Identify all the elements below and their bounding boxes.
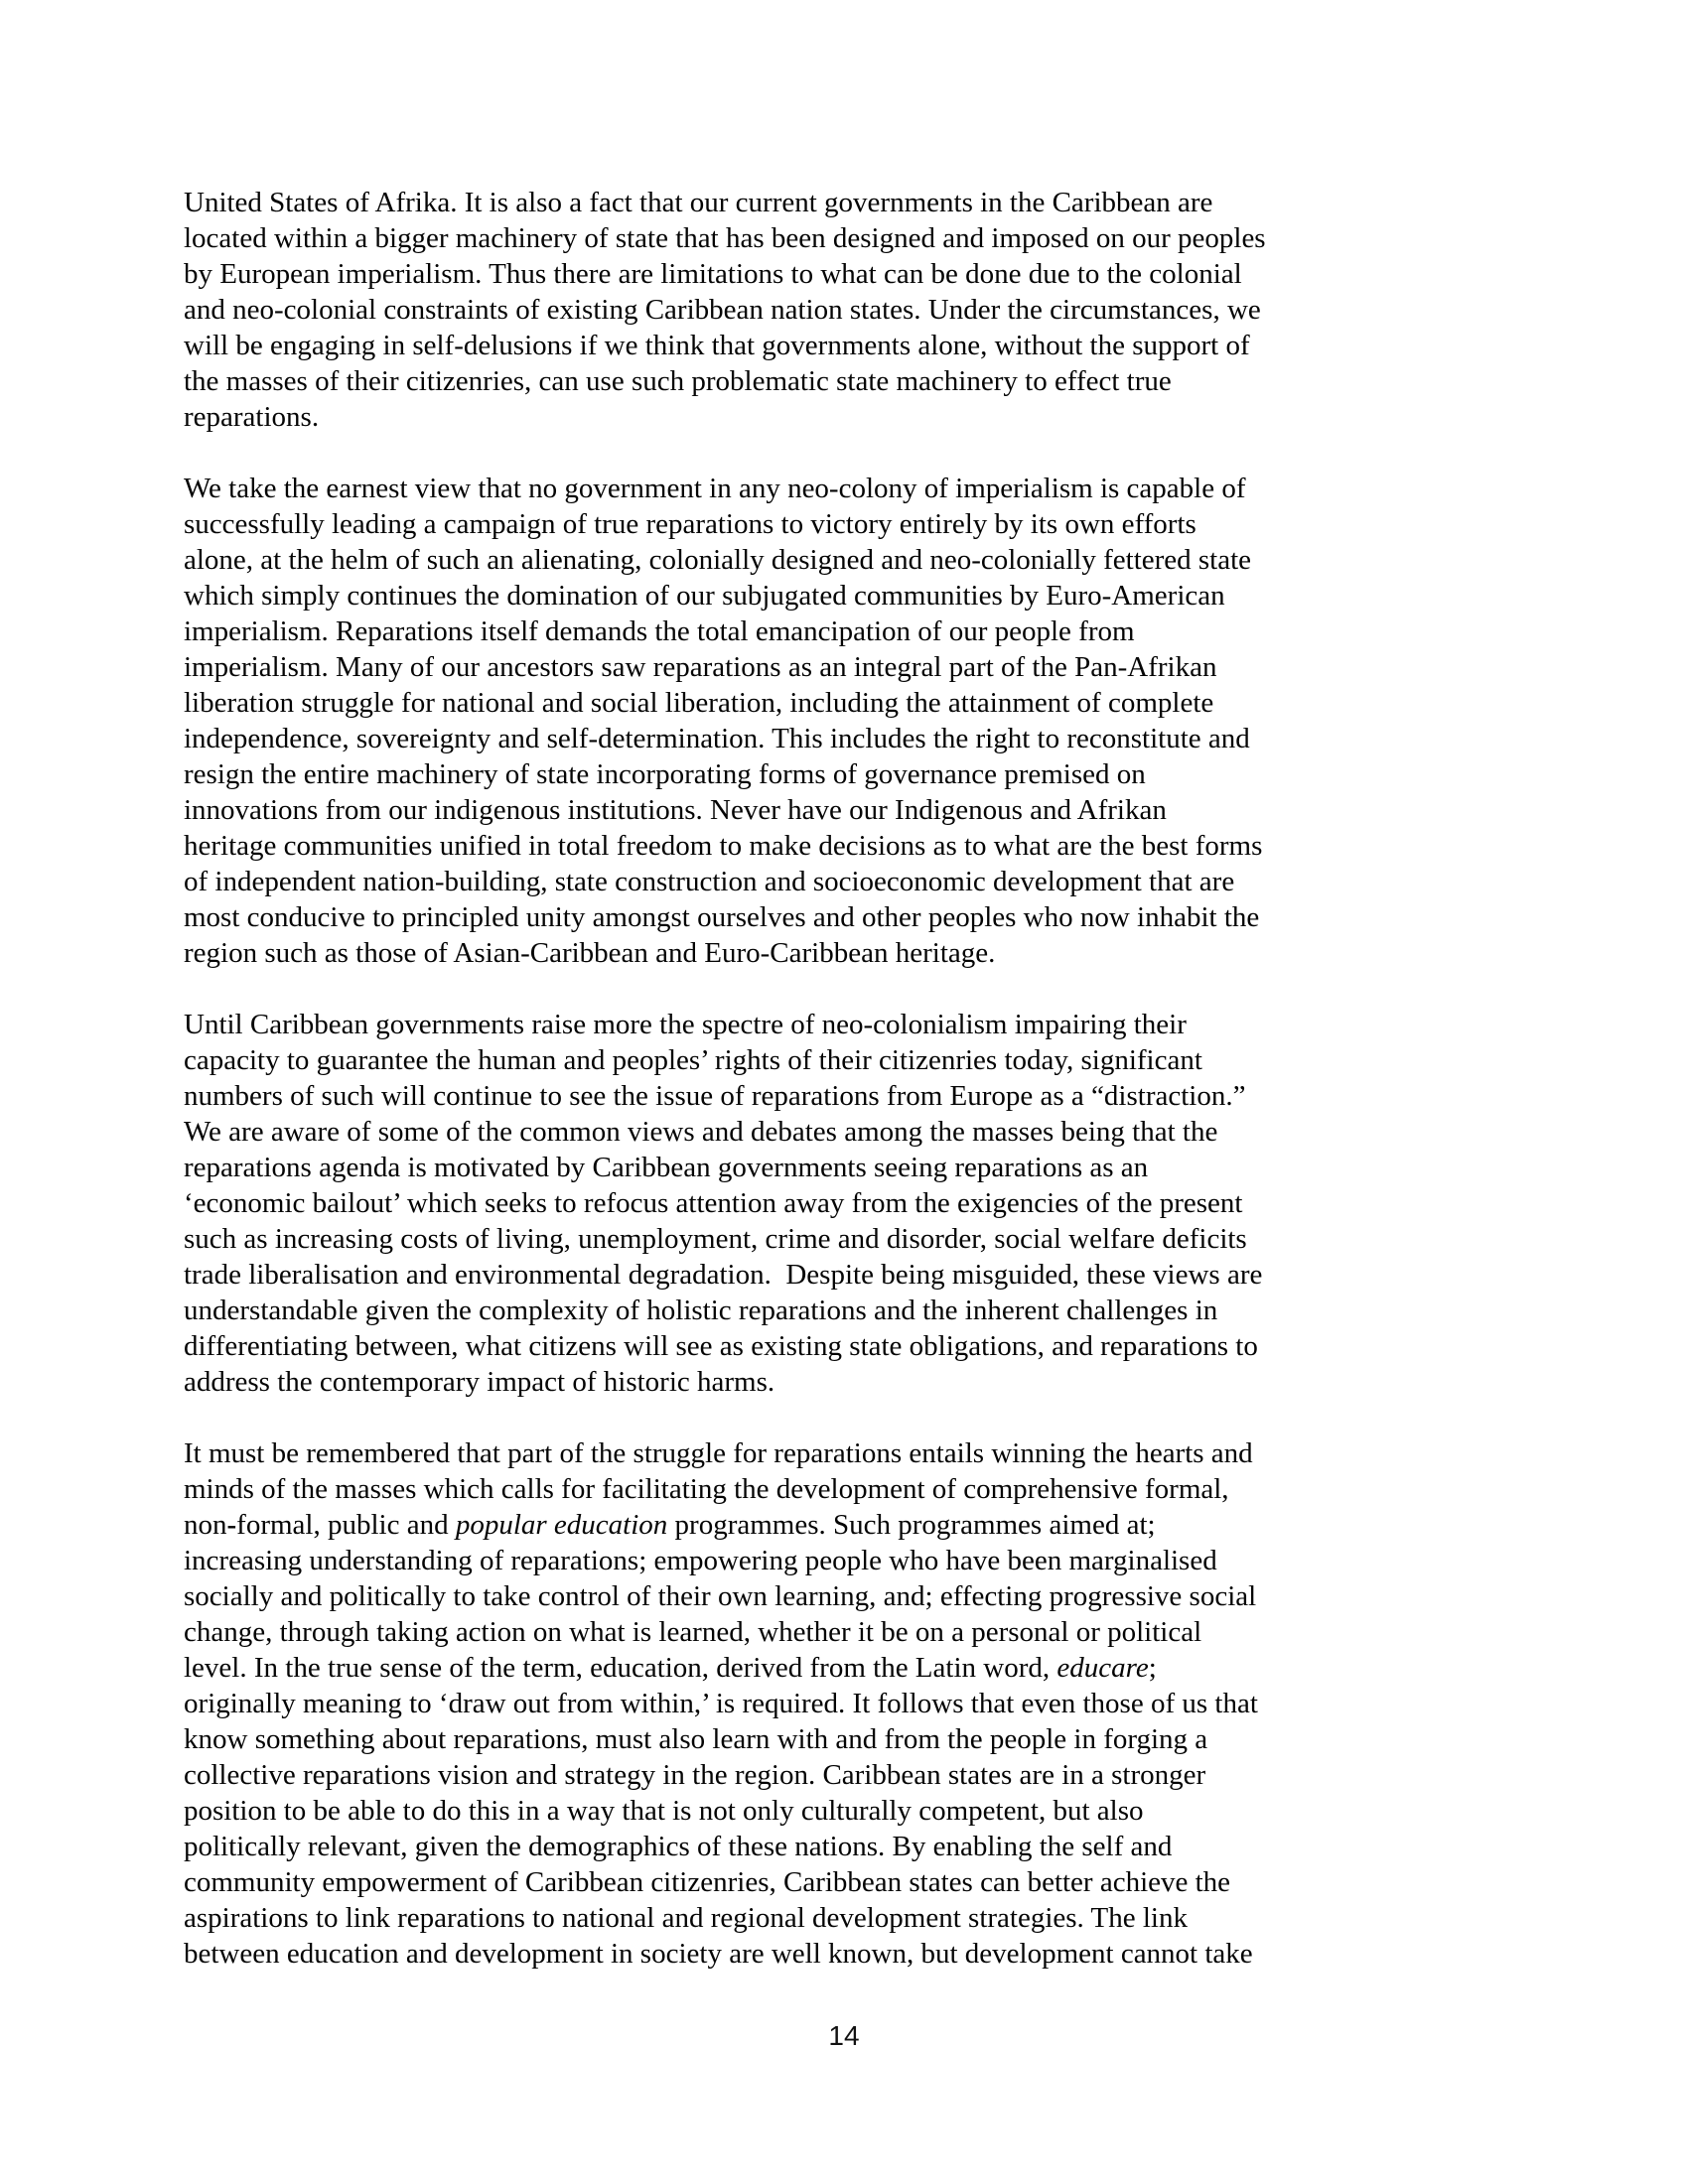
text-line: aspirations to link reparations to national and regional development strategies. The link (184, 1902, 1188, 1934)
text-line: such as increasing costs of living, unemployment, crime and disorder, social welfare deficits (184, 1223, 1247, 1255)
text-line: reparations. (184, 401, 320, 433)
text-line: region such as those of Asian-Caribbean and Euro-Caribbean heritage. (184, 937, 996, 969)
text-line: the masses of their citizenries, can use such problematic state machinery to effect true (184, 365, 1172, 397)
text-line: originally meaning to ‘draw out from within,’ is required. It follows that even those of us that (184, 1688, 1258, 1719)
text-line: capacity to guarantee the human and peoples’ rights of their citizenries today, significant (184, 1044, 1202, 1076)
document-text (184, 185, 1494, 1972)
paragraph (184, 185, 1494, 435)
paragraph (184, 1007, 1494, 1400)
text-line: and neo-colonial constraints of existing Caribbean nation states. Under the circumstances, we (184, 294, 1261, 326)
text-line: change, through taking action on what is learned, whether it be on a personal or political (184, 1616, 1202, 1648)
paragraph (184, 1435, 1494, 1972)
text-line: We are aware of some of the common views and debates among the masses being that the (184, 1116, 1218, 1148)
text-line: differentiating between, what citizens will see as existing state obligations, and reparations to (184, 1330, 1258, 1362)
text-line: will be engaging in self-delusions if we think that governments alone, without the support of (184, 330, 1250, 361)
text-line: successfully leading a campaign of true reparations to victory entirely by its own efforts (184, 508, 1196, 540)
text-line: politically relevant, given the demographics of these nations. By enabling the self and (184, 1831, 1173, 1862)
text-line: innovations from our indigenous institutions. Never have our Indigenous and Afrikan (184, 794, 1167, 826)
text-line: of independent nation-building, state construction and socioeconomic development that are (184, 866, 1235, 897)
text-line: It must be remembered that part of the struggle for reparations entails winning the hearts and (184, 1437, 1253, 1469)
text-line: heritage communities unified in total freedom to make decisions as to what are the best forms (184, 830, 1263, 862)
text-line: We take the earnest view that no government in any neo-colony of imperialism is capable of (184, 473, 1246, 504)
text-line: liberation struggle for national and social liberation, including the attainment of complete (184, 687, 1214, 719)
text-line: trade liberalisation and environmental degradation. Despite being misguided, these views are (184, 1259, 1263, 1291)
text-line: between education and development in society are well known, but development cannot take (184, 1938, 1253, 1970)
text-line: United States of Afrika. It is also a fact that our current governments in the Caribbean are (184, 187, 1213, 218)
text-line: numbers of such will continue to see the issue of reparations from Europe as a “distraction.” (184, 1080, 1246, 1112)
text-line: know something about reparations, must also learn with and from the people in forging a (184, 1723, 1208, 1755)
text-line: level. In the true sense of the term, education, derived from the Latin word, educare; (184, 1652, 1157, 1684)
text-line: by European imperialism. Thus there are limitations to what can be done due to the colonial (184, 258, 1242, 290)
text-line: address the contemporary impact of historic harms. (184, 1366, 775, 1398)
text-line: increasing understanding of reparations; empowering people who have been marginalised (184, 1545, 1217, 1576)
text-line: socially and politically to take control of their own learning, and; effecting progressive social (184, 1580, 1257, 1612)
text-line: community empowerment of Caribbean citizenries, Caribbean states can better achieve the (184, 1866, 1231, 1898)
text-line: position to be able to do this in a way that is not only culturally competent, but also (184, 1795, 1144, 1827)
text-line: collective reparations vision and strategy in the region. Caribbean states are in a stronger (184, 1759, 1206, 1791)
paragraph (184, 471, 1494, 971)
text-line: resign the entire machinery of state incorporating forms of governance premised on (184, 758, 1146, 790)
text-line: Until Caribbean governments raise more the spectre of neo-colonialism impairing their (184, 1009, 1187, 1040)
text-line: imperialism. Reparations itself demands the total emancipation of our people from (184, 615, 1135, 647)
text-line: which simply continues the domination of our subjugated communities by Euro-American (184, 580, 1225, 612)
text-line: alone, at the helm of such an alienating, colonially designed and neo-colonially fettered state (184, 544, 1252, 576)
text-line: located within a bigger machinery of state that has been designed and imposed on our peoples (184, 222, 1266, 254)
page-footer (0, 2019, 1688, 2053)
text-line: imperialism. Many of our ancestors saw reparations as an integral part of the Pan-Afrikan (184, 651, 1217, 683)
text-line: non-formal, public and popular education programmes. Such programmes aimed at; (184, 1509, 1156, 1541)
text-line: independence, sovereignty and self-determination. This includes the right to reconstitute and (184, 723, 1250, 754)
text-line: minds of the masses which calls for facilitating the development of comprehensive formal, (184, 1473, 1229, 1505)
text-line: ‘economic bailout’ which seeks to refocus attention away from the exigencies of the present (184, 1187, 1243, 1219)
text-line: understandable given the complexity of holistic reparations and the inherent challenges in (184, 1295, 1218, 1326)
page-number: 14 (828, 2020, 860, 2051)
text-line: reparations agenda is motivated by Caribbean governments seeing reparations as an (184, 1152, 1149, 1183)
text-line: most conducive to principled unity amongst ourselves and other peoples who now inhabit the (184, 901, 1260, 933)
